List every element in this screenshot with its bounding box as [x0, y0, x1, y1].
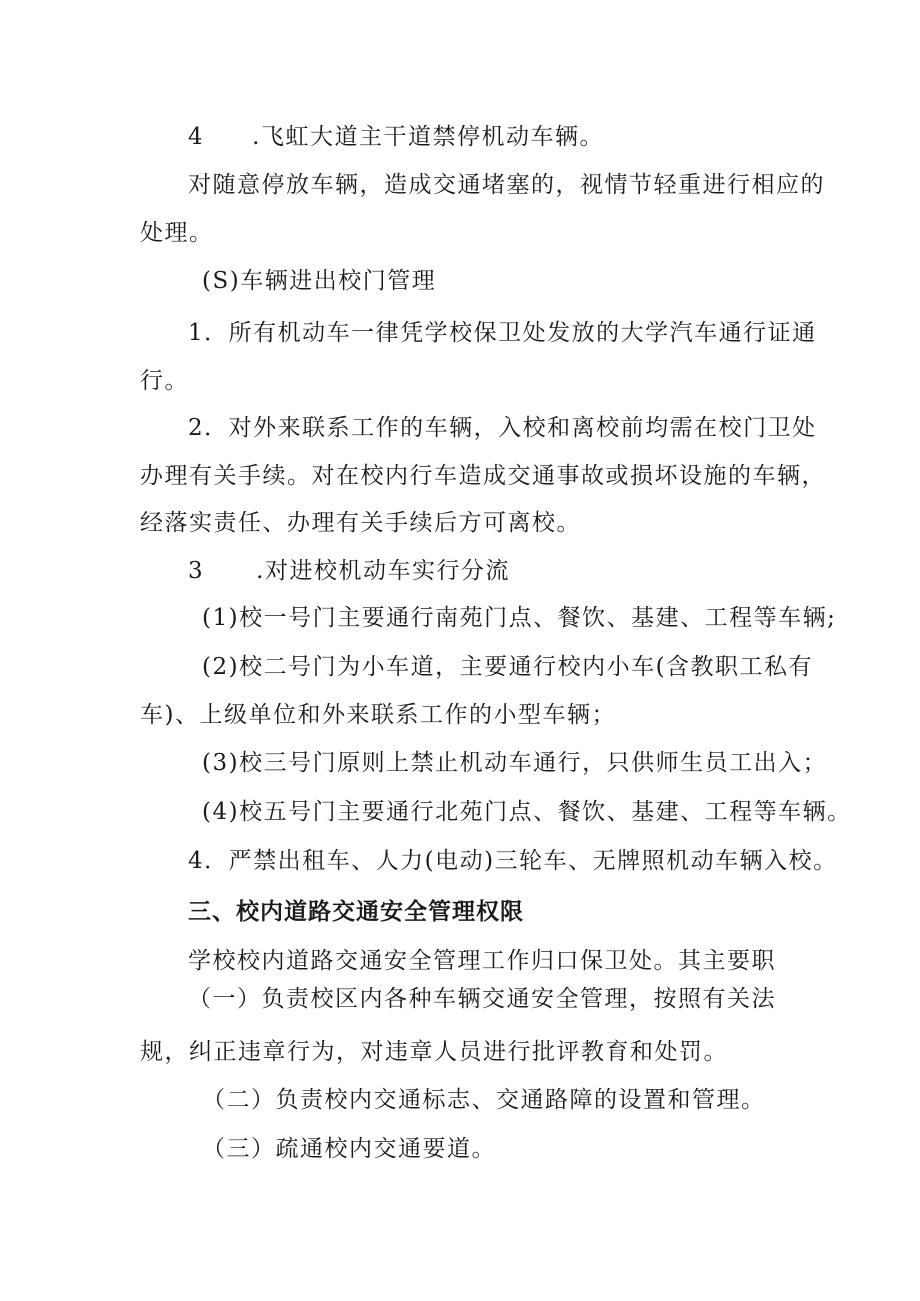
item-number: 4 [188, 124, 205, 150]
heading-section-3: 三、校内道路交通安全管理权限 [188, 899, 524, 925]
item-3 [188, 556, 510, 586]
duty-1-line2: 规，纠正违章行为，对违章人员进行批评教育和处罚。 [140, 1039, 728, 1065]
item-1-line1: 1．所有机动车一律凭学校保卫处发放的大学汽车通行证通 [188, 320, 817, 346]
item-2-line2: 办理有关手续。对在校内行车造成交通事故或损坏设施的车辆， [140, 463, 826, 489]
item-text: .飞虹大道主干道禁停机动车辆。 [252, 124, 604, 150]
sub-item-2-line2: 车)、上级单位和外来联系工作的小型车辆； [140, 702, 616, 728]
item-1-line2: 行。 [140, 368, 189, 394]
item-4-taxi: 4．严禁出租车、人力(电动)三轮车、无牌照机动车辆入校。 [188, 848, 838, 874]
duty-3: （三）疏通校内交通要道。 [202, 1136, 496, 1162]
paragraph-parking-line1: 对随意停放车辆，造成交通堵塞的，视情节轻重进行相应的 [188, 172, 825, 198]
duty-2: （二）负责校内交通标志、交通路障的设置和管理。 [202, 1087, 766, 1113]
item-2-line1: 2．对外来联系工作的车辆，入校和离校前均需在校门卫处 [188, 415, 817, 441]
section-gate-management: (S)车辆进出校门管理 [202, 268, 437, 294]
item-number: 3 [188, 558, 205, 584]
item-2-line3: 经落实责任、办理有关手续后方可离校。 [140, 510, 581, 536]
duty-intro: 学校校内道路交通安全管理工作归口保卫处。其主要职 [188, 948, 776, 974]
item-text: .对进校机动车实行分流 [256, 558, 510, 584]
sub-item-1: (1)校一号门主要通行南苑门点、餐饮、基建、工程等车辆; [202, 605, 837, 631]
sub-item-2-line1: (2)校二号门为小车道，主要通行校内小车(含教职工私有 [202, 654, 814, 680]
duty-1-line1: （一）负责校区内各种车辆交通安全管理，按照有关法 [188, 986, 776, 1012]
item-4-feihong [188, 122, 604, 152]
paragraph-parking-line2: 处理。 [140, 220, 214, 246]
sub-item-3: (3)校三号门原则上禁止机动车通行，只供师生员工出入； [202, 750, 828, 776]
sub-item-4: (4)校五号门主要通行北苑门点、餐饮、基建、工程等车辆。 [202, 799, 852, 825]
